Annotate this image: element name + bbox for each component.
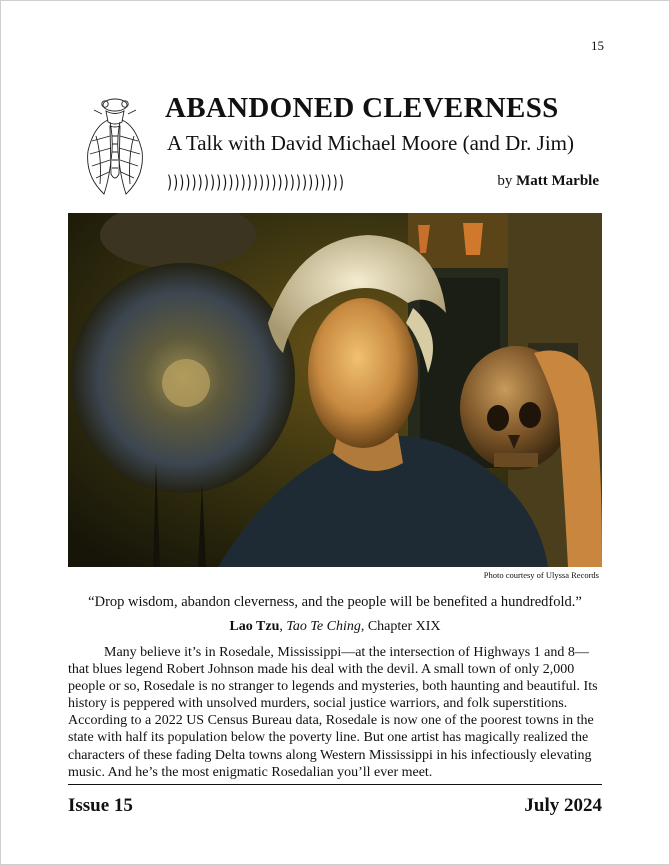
epigraph-chapter: , Chapter XIX bbox=[360, 619, 441, 634]
article-photo bbox=[68, 213, 602, 567]
epigraph-author: Lao Tzu bbox=[229, 619, 280, 634]
epigraph-attribution bbox=[68, 619, 602, 635]
footer-rule bbox=[68, 784, 602, 785]
issue-date: July 2024 bbox=[524, 795, 602, 816]
page-number: 15 bbox=[591, 38, 604, 53]
photo-credit: Photo courtesy of Ulyssa Records bbox=[483, 570, 599, 580]
article-title: ABANDONED CLEVERNESS bbox=[165, 92, 559, 124]
epigraph-quote: “Drop wisdom, abandon cleverness, and the people will be benefited a hundredfold.” bbox=[88, 594, 582, 610]
decorative-parentheses: ))))))))))))))))))))))))))))) bbox=[167, 172, 345, 193]
cicada-illustration bbox=[82, 96, 148, 198]
byline bbox=[497, 173, 599, 190]
article-subtitle: A Talk with David Michael Moore (and Dr. Jim) bbox=[167, 131, 574, 155]
byline-author: Matt Marble bbox=[516, 173, 599, 189]
body-paragraph: Many believe it’s in Rosedale, Mississippi—at the intersection of Highways 1 and 8—that blues legend Robert Johnson made his deal with the devil. A small town of only 2,000 people or so, Rosedale is no stranger to legends and mysteries, both haunting and beautiful. Its history is peppered with unsolved murders, social justice warriors, and folk superstitions. According to a 2022 US Census Bureau data, Rosedale is now one of the poorest towns in the state with half its population below the poverty line. But one artist has magically realized the characters of these fading Delta towns along Western Mississippi in his infectiously elevating music. And he’s the most enigmatic Rosedalian you’ll ever meet. bbox=[68, 645, 598, 780]
epigraph-book: Tao Te Ching bbox=[286, 619, 361, 634]
epigraph-separator: , bbox=[279, 619, 287, 634]
issue-number: Issue 15 bbox=[68, 795, 133, 816]
byline-prefix: by bbox=[497, 173, 513, 189]
